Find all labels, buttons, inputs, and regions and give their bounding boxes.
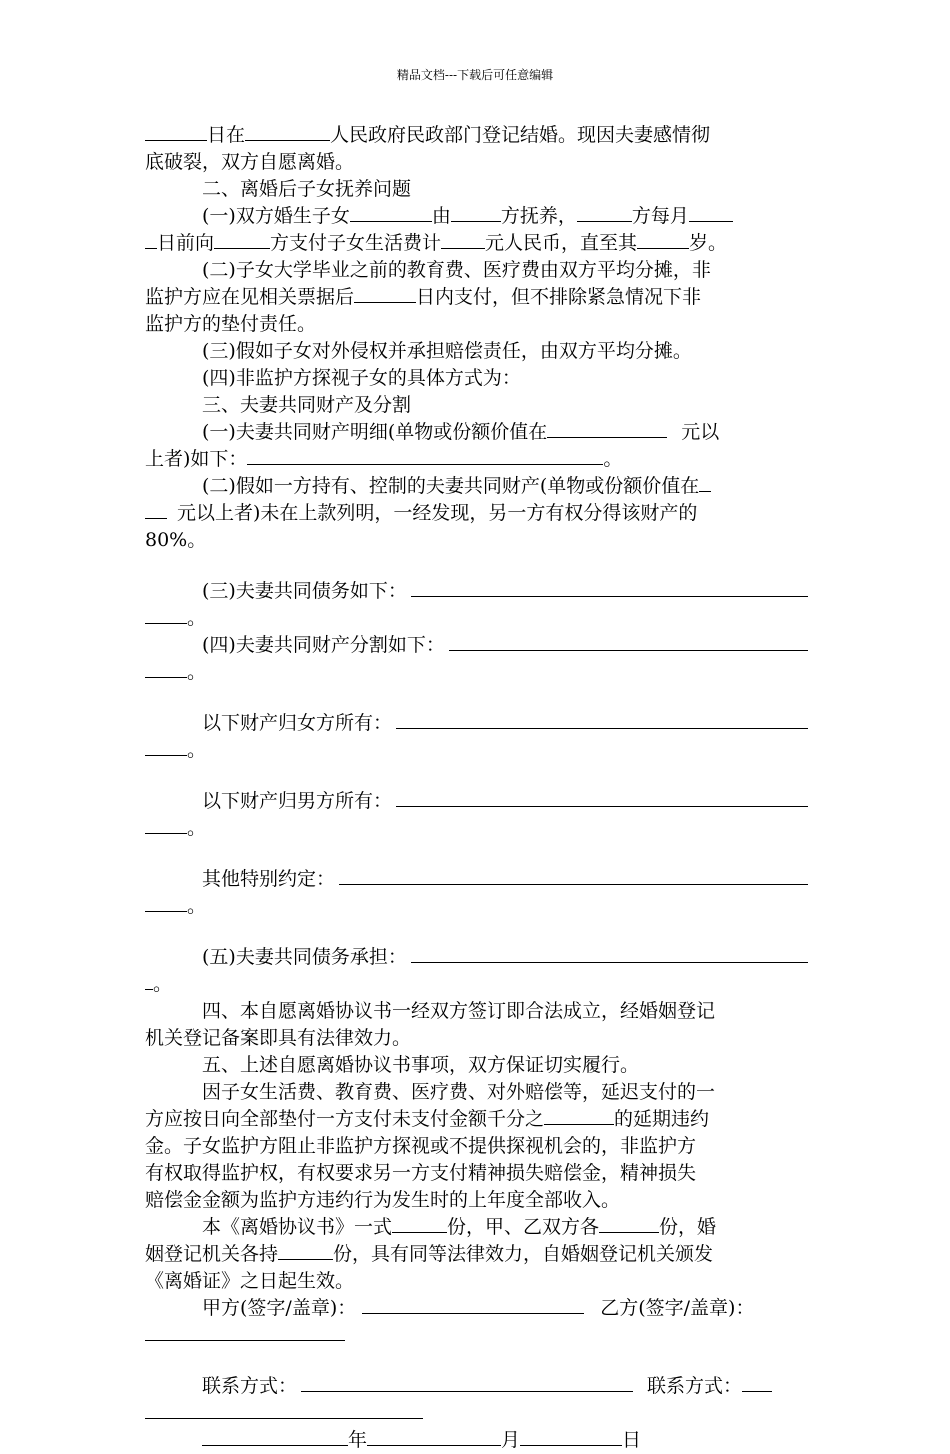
blank-field [411,578,808,597]
text: 。 [153,973,173,995]
signature-row [145,1295,808,1322]
copies-2 [145,1241,808,1268]
party-b-contact-cont [145,1400,808,1427]
copies-1 [145,1214,808,1241]
party-b-contact-field-cont[interactable] [145,1400,423,1419]
text: 方每月 [631,205,689,227]
party-b-contact-field[interactable] [742,1373,772,1392]
date-row [145,1427,808,1454]
page-header: 精品文档---下载后可任意编辑 [396,68,554,82]
text: (一)夫妻共同财产明细(单物或份额价值在 [202,421,548,443]
text: 份，具有同等法律效力，自婚姻登记机关颁发 [333,1243,714,1265]
penalty-4: 有权取得监护权，有权要求另一方支付精神损失赔偿金，精神损失 [145,1162,697,1184]
party-a-contact-field[interactable] [301,1373,633,1392]
blank-field [145,230,157,249]
text: 方抚养， [500,205,577,227]
day-field[interactable] [520,1427,622,1446]
clause-3-2 [145,473,808,500]
text: 岁。 [689,232,728,254]
text: 其他特别约定： [202,868,336,890]
text: 本《离婚协议书》一式 [202,1216,393,1238]
blank-field [145,893,187,912]
text: 元人民币，直至其 [485,232,638,254]
female-property-end [145,737,808,764]
blank-field [544,1106,614,1125]
blank-field [547,419,667,438]
party-b-signature-label: 乙方(签字/盖章)： [600,1297,755,1319]
blank-field [245,122,330,141]
blank-field [396,710,808,729]
blank-field [278,1241,333,1260]
text: 。 [187,661,207,683]
male-property [145,788,808,815]
clause-3-4 [145,632,808,659]
blank-field [599,1214,659,1233]
text: (四)夫妻共同财产分割如下： [202,634,445,656]
blank-field [392,1214,447,1233]
text: 监护方应在见相关票据后 [145,286,355,308]
penalty-2 [145,1106,808,1133]
text: 人民政府民政部门登记结婚。现因夫妻感情彻 [330,124,711,146]
text: 以下财产归男方所有： [202,790,393,812]
clause-2-4: (四)非监护方探视子女的具体方式为： [202,367,521,389]
blank-field [411,944,808,963]
clause-3-1-cont [145,446,808,473]
clause-3-1 [145,419,808,446]
clause-2-1 [145,203,808,230]
clause-3-2-end: 80%。 [145,529,207,551]
section-4-cont: 机关登记备案即具有法律效力。 [145,1027,412,1049]
clause-3-2-cont [145,500,808,527]
section-4: 四、本自愿离婚协议书一经双方签订即合法成立，经婚姻登记 [202,1000,716,1022]
year-label: 年 [348,1429,368,1451]
text: (五)夫妻共同债务承担： [202,946,407,968]
clause-2-1-cont [145,230,808,257]
blank-field [145,122,207,141]
party-b-signature-field[interactable] [145,1322,345,1341]
blank-field [145,737,187,756]
blank-field [145,971,153,990]
clause-3-5-end [145,971,808,998]
section-5: 五、上述自愿离婚协议书事项，双方保证切实履行。 [202,1054,640,1076]
text: 日内支付，但不排除紧急情况下非 [416,286,702,308]
section-3-heading: 三、夫妻共同财产及分割 [202,394,412,416]
text: 上者)如下： [145,448,248,470]
month-field[interactable] [367,1427,501,1446]
penalty-3: 金。子女监护方阻止非监护方探视或不提供探视机会的，非监护方 [145,1135,697,1157]
party-a-signature-field[interactable] [362,1295,584,1314]
text: 。 [187,607,207,629]
blank-field [247,446,603,465]
blank-field [354,284,416,303]
party-b-signature-cont [145,1322,808,1349]
clause-3-5 [145,944,808,971]
text: (二)假如一方持有、控制的夫妻共同财产(单物或份额价值在 [202,475,700,497]
text: 日在 [207,124,246,146]
text: 。 [603,448,623,470]
blank-field [689,203,733,222]
text: 份，甲、乙双方各 [447,1216,600,1238]
month-label: 月 [501,1429,521,1451]
contact-row [145,1373,808,1400]
blank-field [145,500,167,519]
clause-2-2-end: 监护方的垫付责任。 [145,313,317,335]
blank-field [637,230,689,249]
party-b-contact-label: 联系方式： [647,1375,743,1397]
text: (三)夫妻共同债务如下： [202,580,407,602]
text: 元以 [681,421,720,443]
clause-3-3 [145,578,808,605]
male-property-end [145,815,808,842]
blank-field [350,203,432,222]
text: 元以上者)未在上款列明，一经发现，另一方有权分得该财产的 [177,502,698,524]
blank-field [145,605,187,624]
blank-field [339,866,808,885]
blank-field [441,230,485,249]
text: 方支付子女生活费计 [270,232,442,254]
day-label: 日 [622,1429,642,1451]
year-field[interactable] [202,1427,348,1446]
penalty-5: 赔偿金金额为监护方违约行为发生时的上年度全部收入。 [145,1189,621,1211]
blank-field [145,659,187,678]
blank-field [451,203,501,222]
clause-3-3-end [145,605,808,632]
text: 由 [431,205,451,227]
special-terms [145,866,808,893]
text: 份，婚 [659,1216,717,1238]
clause-2-3: (三)假如子女对外侵权并承担赔偿责任，由双方平均分摊。 [202,340,692,362]
text: 的延期违约 [614,1108,710,1130]
clause-2-2-cont [145,284,808,311]
blank-field [396,788,808,807]
blank-field [699,473,711,492]
section-2-heading: 二、离婚后子女抚养问题 [202,178,412,200]
text: (一)双方婚生子女 [202,205,350,227]
text: 。 [187,739,207,761]
text: 。 [187,895,207,917]
party-a-signature-label: 甲方(签字/盖章)： [202,1297,357,1319]
blank-field [214,230,270,249]
agreement-body [145,122,808,1454]
blank-field [145,815,187,834]
text: 。 [187,817,207,839]
line-1 [145,122,808,149]
text: 日前向 [157,232,215,254]
text: 方应按日向全部垫付一方支付未支付金额千分之 [145,1108,545,1130]
clause-3-4-end [145,659,808,686]
female-property [145,710,808,737]
party-a-contact-label: 联系方式： [202,1375,298,1397]
line-2: 底破裂，双方自愿离婚。 [145,151,355,173]
clause-2-2: (二)子女大学毕业之前的教育费、医疗费由双方平均分摊，非 [202,259,711,281]
blank-field [577,203,632,222]
text: 姻登记机关各持 [145,1243,279,1265]
penalty-1: 因子女生活费、教育费、医疗费、对外赔偿等，延迟支付的一 [202,1081,716,1103]
special-terms-end [145,893,808,920]
blank-field [449,632,808,651]
text: 以下财产归女方所有： [202,712,393,734]
copies-3: 《离婚证》之日起生效。 [145,1270,355,1292]
